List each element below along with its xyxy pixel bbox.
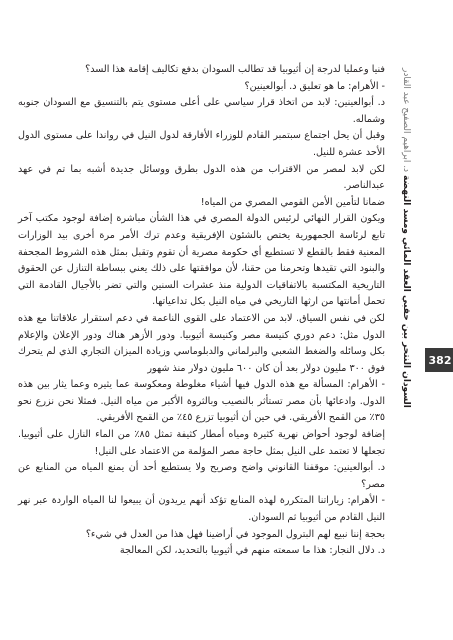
- paragraph: د. دلال النجار: هذا ما سمعته منهم في أثيوبيا بالتحديد، لكن المعالجة: [119, 545, 385, 557]
- author-name: د. ابراهيم الصفيح عبد القادر: [401, 68, 411, 173]
- paragraph: لكن في نفس السياق. لابد من الاعتماد على القوى الناعمة في دعم استقرار علاقاتنا مع هذه الدول مثل: دعم دوري كنيسة مصر وكنيسة أثيوبيا. ودور الأزهر هناك ودور الإعلان والإعلام بكل وسائله والضغط الشعبي والبرلماني والدبلوماسي وزيادة الميزان التجاري الذي لم يتحرك فوق ٣٠٠ مليون دولار بعد أن كان ٦٠٠ مليون دولار منذ شهور: [18, 312, 385, 374]
- paragraph: - الأهرام: زياراتنا المتكررة لهذه المنابع تؤكد أنهم يريدون أن يبيعوا لنا المياه الواردة عبر نهر النيل القادم من أثيوبيا ثم السودان.: [18, 495, 385, 524]
- book-title: السودان النتحر بين حقبي العقد المائي ومسد النهضة: [401, 174, 411, 408]
- page-number: 382: [425, 348, 453, 372]
- paragraph: - الأهرام: المسألة مع هذه الدول فيها أشياء مغلوطة ومعكوسة عما يثيره وعما يثار بين هذه الدول. وادعائها بأن مصر تستأثر بالنصيب وبالثروة الأكبر من مياه النيل. فمثلا نحن نزرع نحو ٣٥٪ من القمح الأفريقي. في حين أن أثيوبيا تزرع ٤٥٪ من القمح الأفريقي.: [18, 379, 385, 424]
- paragraph: ويكون القرار النهائي لرئيس الدولة المصري في هذا الشأن مباشرة إضافة لوجود مكتب آخر تابع لرئاسة الجمهورية يختص بالشئون الإفريقية وعدم ترك الأمر مرة أخرى بيد الوزارات المعنية فقط بالقطع لا تستطيع أي حكومة مصرية أن تقوم وتقبل بمثل هذه الشروط المجحفة والبنود التي تقيدها وتحرمنا من حقنا، لأن موافقتها على ذلك يعني ببساطة التنازل عن الحقوق التاريخية المكتسبة بالاتفاقيات الدولية منذ عشرات السنين والتي تضر بالأجيال القادمة التي تحمل أمانتها من ارثها التاريخي في مياه النيل بكل تداعياتها.: [18, 213, 385, 308]
- running-head: [396, 62, 416, 532]
- paragraph: بحجة إننا نبيع لهم البترول الموجود في أراضينا فهل هذا من العدل في شيء؟: [85, 528, 385, 540]
- paragraph: إضافة لوجود أحواض نهرية كثيرة ومياه أمطار كثيفة تمثل ٨٥٪ من الماء النازل على أثيوبيا. تجعلها لا تعتمد على النيل بمثل حاجة مصر المؤلمة من الاعتماد على النيل!: [18, 429, 385, 457]
- paragraph: د. أبوالعينين: لابد من اتخاذ قرار سياسي على أعلى مستوى يتم بالتنسيق مع السودان جنوبه وشماله.: [18, 97, 385, 125]
- body-text: [18, 62, 385, 560]
- paragraph: د. أبوالعينين: موقفنا القانوني واضح وصريح ولا يستطيع أحد أن يمنع المياه من المنابع عن مصر؟: [18, 462, 385, 490]
- paragraph: ضمانا لتأمين الأمن القومي المصري من المياه!: [200, 196, 385, 208]
- paragraph: - الأهرام: ما هو تعليق د. أبوالعينين؟: [244, 80, 385, 92]
- paragraph: وقبل أن يحل اجتماع سبتمبر القادم للوزراء الأفارقة لدول النيل في رواندا على مستوى الدول الأحد عشرة للنيل.: [18, 130, 385, 158]
- paragraph: لكن لابد لمصر من الاقتراب من هذه الدول بطرق ووسائل جديدة أشبه بما تم في عهد عبدالناصر.: [18, 163, 385, 192]
- paragraph: فنيا وعمليا لدرجة إن أثيوبيا قد تطالب السودان بدفع تكاليف إقامة هذا السد؟: [85, 64, 385, 75]
